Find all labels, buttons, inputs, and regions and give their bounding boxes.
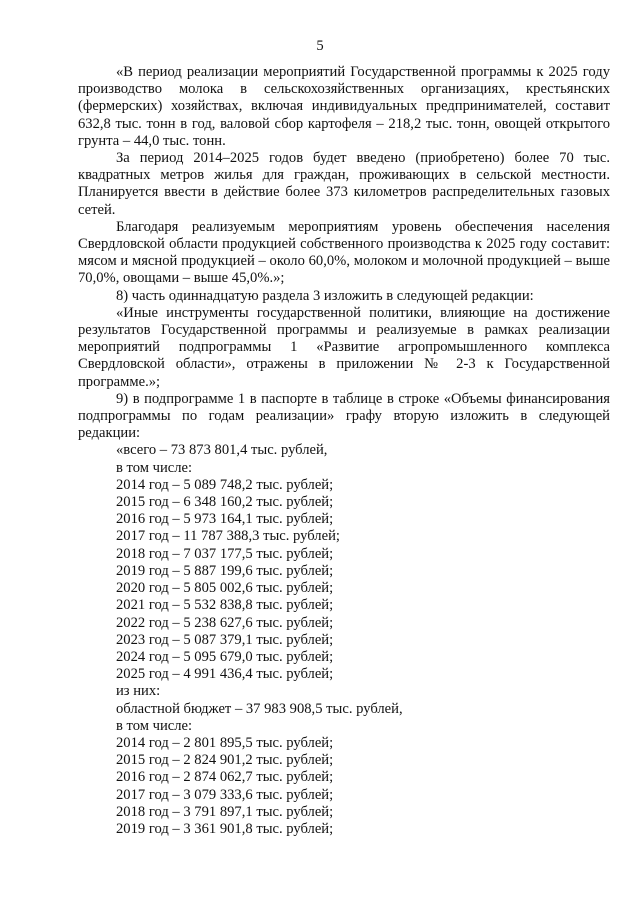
paragraph-self-sufficiency: Благодаря реализуемым мероприятиям уровень обеспечения населения Свердловской области продукцией собственного производства к 2025 году составит: мясом и мясной продукцией – около 60,0%, молоком и молочной продукцией – выше 70,0%, овощами – выше 45,0%.»; (78, 218, 610, 287)
funding-of-which-line: из них: (116, 683, 161, 700)
regional-budget-including-line: в том числе: (116, 717, 193, 734)
regional-budget-year-line: 2014 год – 2 801 895,5 тыс. рублей; (116, 734, 334, 751)
funding-including-line: в том числе: (116, 459, 193, 476)
funding-year-line: 2016 год – 5 973 164,1 тыс. рублей; (116, 511, 334, 528)
regional-budget-year-line: 2016 год – 2 874 062,7 тыс. рублей; (116, 769, 334, 786)
regional-budget-year-line: 2017 год – 3 079 333,6 тыс. рублей; (116, 786, 334, 803)
funding-year-line: 2015 год – 6 348 160,2 тыс. рублей; (116, 494, 334, 511)
funding-year-line: 2021 год – 5 532 838,8 тыс. рублей; (116, 597, 334, 614)
funding-year-line: 2017 год – 11 787 388,3 тыс. рублей; (116, 528, 340, 545)
paragraph-item-9: 9) в подпрограмме 1 в паспорте в таблице в строке «Объемы финансирования подпрограммы по годам реализации» графу вторую изложить в следующей редакции: (78, 390, 610, 442)
paragraph-other-instruments: «Иные инструменты государственной политики, влияющие на достижение результатов Государственной программы и реализуемые в рамках реализации мероприятий подпрограммы 1 «Развитие агропромышленного комплекса Свердловской области», отражены в приложении № 2-3 к Государственной программе.»; (78, 304, 610, 390)
paragraph-housing-gas: За период 2014–2025 годов будет введено (приобретено) более 70 тыс. квадратных метров жилья для граждан, проживающих в сельской местности. Планируется ввести в действие более 373 километров распределительных газовых сетей. (78, 150, 610, 218)
regional-budget-year-line: 2019 год – 3 361 901,8 тыс. рублей; (116, 820, 334, 837)
paragraph-item-8: 8) часть одиннадцатую раздела 3 изложить в следующей редакции: (116, 287, 534, 304)
funding-total-line: «всего – 73 873 801,4 тыс. рублей, (116, 442, 328, 459)
paragraph-program-results: «В период реализации мероприятий Государственной программы к 2025 году производство молока в сельскохозяйственных организациях, крестьянских (фермерских) хозяйствах, включая индивидуальных предпринимателей, составит 632,8 тыс. тонн в год, валовой сбор картофеля – 218,2 тыс. тонн, овощей открытого грунта – 44,0 тыс. тонн. (78, 64, 610, 149)
funding-year-line: 2014 год – 5 089 748,2 тыс. рублей; (116, 476, 334, 493)
funding-year-line: 2023 год – 5 087 379,1 тыс. рублей; (116, 631, 334, 648)
funding-year-line: 2019 год – 5 887 199,6 тыс. рублей; (116, 562, 334, 579)
regional-budget-year-line: 2015 год – 2 824 901,2 тыс. рублей; (116, 752, 334, 769)
funding-year-line: 2024 год – 5 095 679,0 тыс. рублей; (116, 648, 334, 665)
funding-year-line: 2025 год – 4 991 436,4 тыс. рублей; (116, 666, 334, 683)
regional-budget-total-line: областной бюджет – 37 983 908,5 тыс. рублей, (116, 700, 403, 717)
funding-year-line: 2018 год – 7 037 177,5 тыс. рублей; (116, 545, 334, 562)
funding-year-line: 2022 год – 5 238 627,6 тыс. рублей; (116, 614, 334, 631)
document-body (78, 64, 610, 838)
regional-budget-year-line: 2018 год – 3 791 897,1 тыс. рублей; (116, 803, 334, 820)
funding-year-line: 2020 год – 5 805 002,6 тыс. рублей; (116, 580, 334, 597)
funding-list (78, 442, 610, 838)
page-number: 5 (316, 38, 324, 54)
